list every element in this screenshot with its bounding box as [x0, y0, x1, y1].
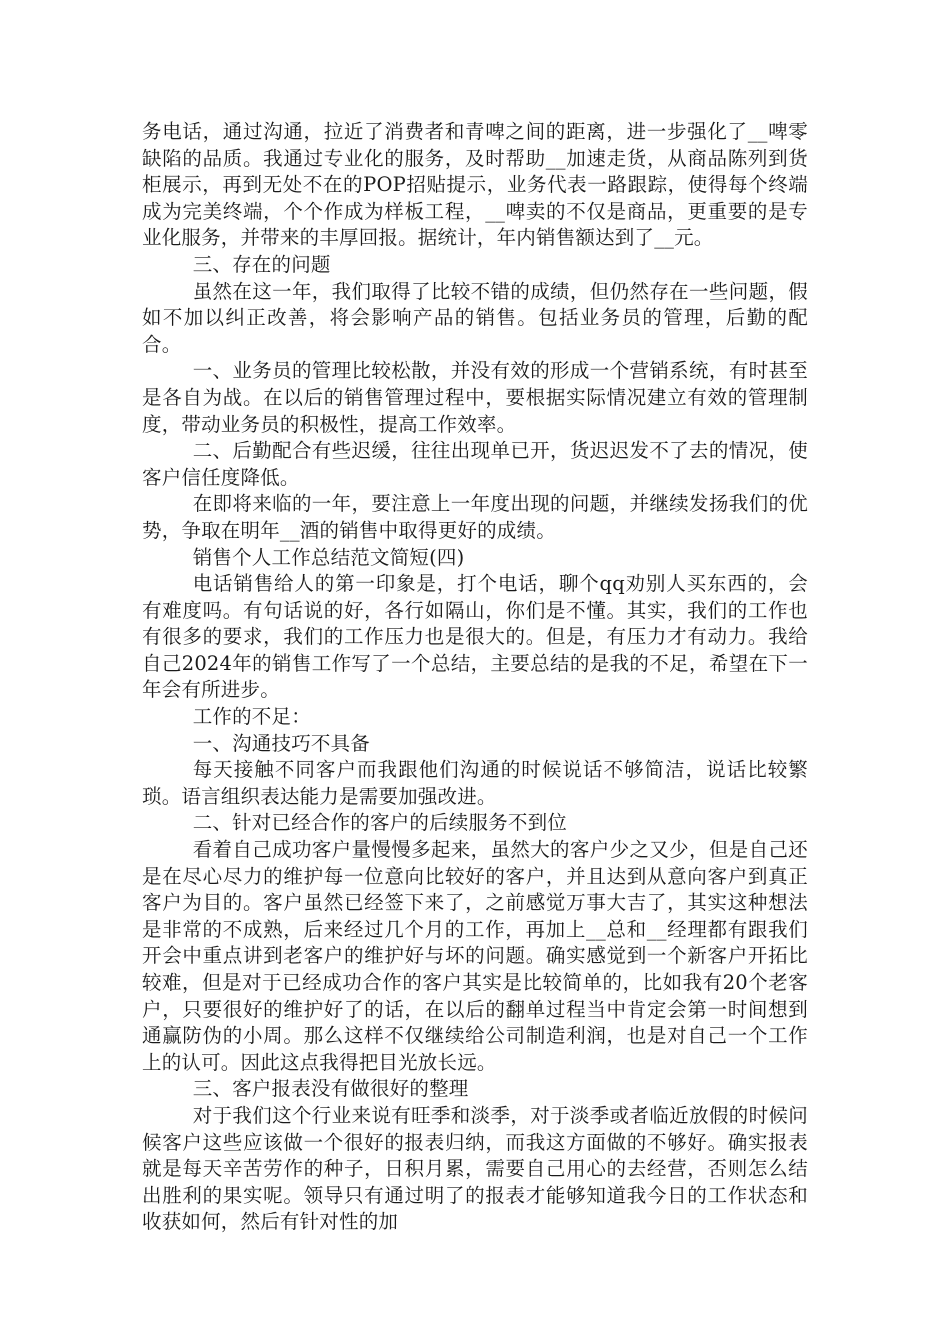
- paragraph-3: 虽然在这一年，我们取得了比较不错的成绩，但仍然存在一些问题，假如不加以纠正改善，将会影响产品的销售。包括业务员的管理，后勤的配合。: [142, 279, 808, 356]
- section-heading-communication: 一、沟通技巧不具备: [192, 731, 370, 755]
- paragraph-15: 对于我们这个行业来说有旺季和淡季，对于淡季或者临近放假的时候问候客户这些应该做一个很好的报表归纳，而我这方面做的不够好。确实报表就是每天辛苦劳作的种子，日积月累，需要自己用心的去经营，否则怎么结出胜利的果实呢。领导只有通过明了的报表才能够知道我今日的工作状态和收获如何，然后有针对性的加: [142, 1103, 808, 1234]
- paragraph-4: 一、业务员的管理比较松散，并没有效的形成一个营销系统，有时甚至是各自为战。在以后的销售管理过程中，要根据实际情况建立有效的管理制度，带动业务员的积极性，提高工作效率。: [142, 359, 808, 436]
- section-heading-problems: 三、存在的问题: [192, 252, 331, 276]
- paragraph-11: 每天接触不同客户而我跟他们沟通的时候说话不够简洁，说话比较繁琐。语言组织表达能力是需要加强改进。: [142, 758, 808, 808]
- paragraph-1: 务电话，通过沟通，拉近了消费者和青啤之间的距离，进一步强化了__啤零缺陷的品质。我通过专业化的服务，及时帮助__加速走货，从商品陈列到货柜展示，再到无处不在的POP招贴提示，业务代表一路跟踪，使得每个终端成为完美终端，个个作成为样板工程，__啤卖的不仅是商品，更重要的是专业化服务，并带来的丰厚回报。据统计，年内销售额达到了__元。: [142, 120, 808, 250]
- document-body: [142, 119, 808, 1236]
- section-heading-followup-service: 二、针对已经合作的客户的后续服务不到位: [192, 811, 567, 835]
- section-heading-summary-four: 销售个人工作总结范文简短(四): [192, 545, 465, 569]
- section-heading-reports: 三、客户报表没有做很好的整理: [192, 1077, 469, 1101]
- paragraph-5: 二、后勤配合有些迟缓，往往出现单已开，货迟迟发不了去的情况，使客户信任度降低。: [142, 439, 808, 489]
- paragraph-13: 看着自己成功客户量慢慢多起来，虽然大的客户少之又少，但是自己还是在尽心尽力的维护每一位意向比较好的客户，并且达到从意向客户到真正客户为目的。客户虽然已经签下来了，之前感觉万事大吉了，其实这种想法是非常的不成熟，后来经过几个月的工作，再加上__总和__经理都有跟我们开会中重点讲到老客户的维护好与坏的问题。确实感觉到一个新客户开拓比较难，但是对于已经成功合作的客户其实是比较简单的，比如我有20个老客户，只要很好的维护好了的话，在以后的翻单过程当中肯定会第一时间想到通赢防伪的小周。那么这样不仅继续给公司制造利润，也是对自己一个工作上的认可。因此这点我得把目光放长远。: [142, 838, 808, 1074]
- section-heading-shortcomings: 工作的不足：: [192, 705, 311, 729]
- paragraph-6: 在即将来临的一年，要注意上一年度出现的问题，并继续发扬我们的优势，争取在明年__酒的销售中取得更好的成绩。: [142, 492, 808, 542]
- paragraph-8: 电话销售给人的第一印象是，打个电话，聊个qq劝别人买东西的，会有难度吗。有句话说的好，各行如隔山，你们是不懂。其实，我们的工作也有很多的要求，我们的工作压力也是很大的。但是，有压力才有动力。我给自己2024年的销售工作写了一个总结，主要总结的是我的不足，希望在下一年会有所进步。: [142, 572, 808, 702]
